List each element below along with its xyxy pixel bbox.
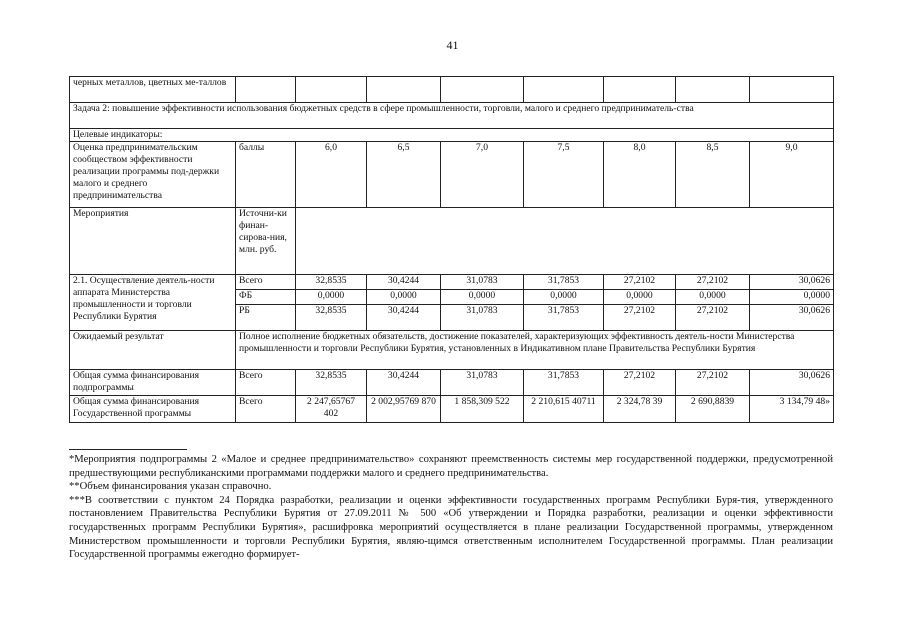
empty-cell [296,77,367,103]
value-cell: 3 134,79 48» [750,396,834,423]
source-cell: ФБ [236,290,296,305]
value-cell: 6,5 [367,142,441,208]
empty-cell [676,77,750,103]
value-cell: 27,2102 [676,305,750,331]
value-cell: 0,0000 [441,290,524,305]
table-row-program-total [70,396,834,423]
value-cell: 31,7853 [524,275,604,290]
empty-cell [441,77,524,103]
value-cell: 9,0 [750,142,834,208]
footnote-separator [69,449,187,450]
table-row-task2 [70,103,834,129]
row-label: Общая сумма финансирования Государственной программы [70,396,236,423]
row-label: Мероприятия [70,208,236,275]
value-cell: 7,5 [524,142,604,208]
value-cell: 27,2102 [604,370,676,396]
value-cell: 2 002,95769 870 [367,396,441,423]
value-cell: 0,0000 [750,290,834,305]
value-cell: 0,0000 [604,290,676,305]
value-cell: 8,5 [676,142,750,208]
value-cell: 27,2102 [676,275,750,290]
row-label: черных металлов, цветных ме-таллов [70,77,236,103]
footnote-3: ***В соответствии с пунктом 24 Порядка разработки, реализации и оценки эффективности государственных программ Республики Буря-тия, утвержденного постановлением Правительства Республики Бурятия от 27.09.2011 № 500 «Об утверждении и Порядка разработки, реализации и оценки эффективности государственных программ Республики Бурятия», расшифровка мероприятий осуществляется в плане реализации Государственной программы, утвержденном Министерством промышленности и торговли Республики Бурятия, являю-щимся ответственным исполнителем Государственной программы. План реализации Государственной программы ежегодно формирует- [69,494,833,561]
value-cell: 30,0626 [750,370,834,396]
table-row-measures [70,208,834,275]
row-label: Оценка предпринимательским сообществом эффективности реализации программы под-держки малого и среднего предпринимательства [70,142,236,208]
value-cell: 31,0783 [441,305,524,331]
value-cell: 32,8535 [296,275,367,290]
value-cell: 2 324,78 39 [604,396,676,423]
targets-heading: Целевые индикаторы: [70,129,834,142]
value-cell: 30,4244 [367,275,441,290]
value-cell: 2 690,8839 [676,396,750,423]
expected-result-text: Полное исполнение бюджетных обязательств, достижение показателей, характеризующих эффективность деятель-ности Министерства промышленности и торговли Республики Бурятия, установленных в Индикативном плане Правительства Республики Бурятия [236,331,834,370]
value-cell: 30,4244 [367,305,441,331]
value-cell: 0,0000 [296,290,367,305]
value-cell: 0,0000 [367,290,441,305]
budget-table [69,76,834,423]
value-cell: 0,0000 [676,290,750,305]
footnote-2: **Объем финансирования указан справочно. [69,481,272,493]
empty-cell [604,77,676,103]
page-number: 41 [446,38,459,52]
row-label: Общая сумма финансирования подпрограммы [70,370,236,396]
value-cell: 32,8535 [296,370,367,396]
empty-cell [750,77,834,103]
value-cell: 31,7853 [524,305,604,331]
table-row-evaluation [70,142,834,208]
value-cell: 0,0000 [524,290,604,305]
value-cell: 1 858,309 522 [441,396,524,423]
value-cell: 32,8535 [296,305,367,331]
table-row-targets [70,129,834,142]
source-cell: Всего [236,396,296,423]
value-cell: 27,2102 [676,370,750,396]
value-cell: 30,0626 [750,275,834,290]
row-label: 2.1. Осуществление деятель-ности аппарата Министерства промышленности и торговли Республики Бурятия [70,275,236,331]
footnotes [69,453,833,562]
empty-cell [296,208,834,275]
value-cell: 2 210,615 40711 [524,396,604,423]
source-cell: РБ [236,305,296,331]
table-row-metals [70,77,834,103]
value-cell: 8,0 [604,142,676,208]
empty-cell [524,77,604,103]
task-heading: Задача 2: повышение эффективности использования бюджетных средств в сфере промышленности, торговли, малого и среднего предприниматель-ства [70,103,834,129]
unit-cell: баллы [236,142,296,208]
value-cell: 30,4244 [367,370,441,396]
table-row-subprogram-total [70,370,834,396]
value-cell: 27,2102 [604,275,676,290]
value-cell: 31,0783 [441,370,524,396]
empty-cell [367,77,441,103]
table-row-activity-total [70,275,834,290]
value-cell: 31,0783 [441,275,524,290]
table-row-expected [70,331,834,370]
footnote-1: *Мероприятия подпрограммы 2 «Малое и среднее предпринимательство» сохраняют преемственность системы мер государственной поддержки, предусмотренной предшествующими республиканскими программами поддержки малого и среднего предпринимательства. [69,454,833,479]
unit-cell: Источни-ки финан-сирова-ния, млн. руб. [236,208,296,275]
value-cell: 27,2102 [604,305,676,331]
value-cell: 7,0 [441,142,524,208]
row-label: Ожидаемый результат [70,331,236,370]
source-cell: Всего [236,370,296,396]
source-cell: Всего [236,275,296,290]
empty-cell [236,77,296,103]
value-cell: 2 247,65767 402 [296,396,367,423]
value-cell: 6,0 [296,142,367,208]
value-cell: 31,7853 [524,370,604,396]
value-cell: 30,0626 [750,305,834,331]
